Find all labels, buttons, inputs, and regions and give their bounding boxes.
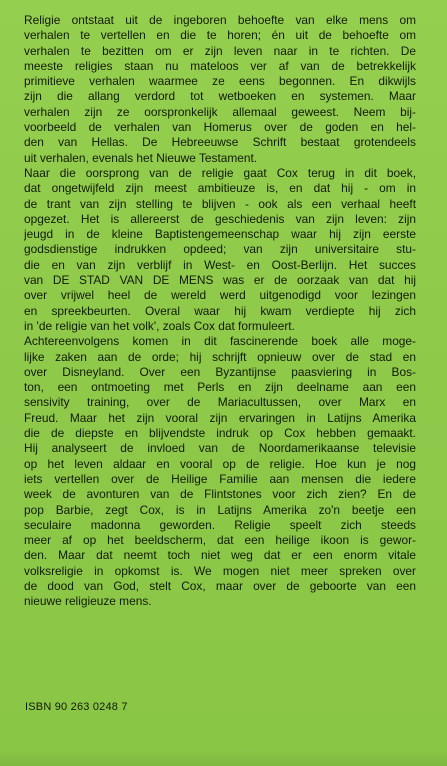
blurb-line: verhalen zijn ze oorspronkelijk allemaal geweest. Neem bij- (24, 104, 416, 119)
blurb-line: godsdienstige indrukken opdeed; van zijn universitaire stu- (24, 242, 416, 257)
blurb-line: seculaire madonna geworden. Religie speelt zich steeds (24, 517, 416, 532)
blurb-line: opgezet. Het is allereerst de geschiedenis van zijn leven: zijn (24, 211, 416, 226)
blurb-line: nieuwe religieuze mens. (24, 594, 152, 609)
blurb-line: de dood van God, stelt Cox, maar over de geboorte van een (24, 578, 416, 593)
blurb-line: volksreligie in opkomst is. We mogen niet meer spreken over (24, 563, 416, 578)
blurb-text (24, 13, 416, 610)
blurb-line: de trant van zijn stelling te blijven - ook als een verhaal heeft (24, 196, 416, 211)
blurb-line: den van Hellas. De Hebreeuwse Schrift bestaat grotendeels (24, 135, 416, 150)
blurb-line: Freud. Maar het zijn vooral zijn ervaringen in Latijns Amerika (24, 410, 416, 425)
blurb-line: Naar die oorsprong van de religie gaat Cox terug in dit boek, (24, 165, 416, 180)
blurb-line: en spreekbeurten. Overal waar hij kwam verdiepte hij zich (24, 303, 416, 318)
blurb-line: voorbeeld de verhalen van Homerus over de goden en hel- (24, 120, 416, 135)
blurb-line: jeugd in de kleine Baptistengemeenschap waar hij zijn eerste (24, 227, 416, 242)
blurb-line: verhalen te bezitten om er zijn leven naar in te richten. De (24, 43, 416, 58)
blurb-line: pop Barbie, zegt Cox, is in Latijns Amerika zo'n beetje een (24, 502, 416, 517)
blurb-line: meer af op het beeldscherm, dat een heilige ikoon is gewor- (24, 533, 416, 548)
blurb-line: op het leven aldaar en vooral op de religie. Hoe kun je nog (24, 456, 416, 471)
blurb-line: zijn die allang verdord tot wetboeken en systemen. Maar (24, 89, 416, 104)
blurb-line: meeste religies staan nu mateloos ver af van de betrekkelijk (24, 58, 416, 73)
isbn-number: ISBN 90 263 0248 7 (25, 701, 128, 713)
blurb-line: van DE STAD VAN DE MENS was er de oorzaak van dat hij (24, 273, 416, 288)
blurb-line: primitieve verhalen waarmee ze eens begonnen. En dikwijls (24, 74, 416, 89)
blurb-line: den. Maar dat neemt toch niet weg dat er een enorm vitale (24, 548, 416, 563)
blurb-line: over Disneyland. Over een Byzantijnse paasviering in Bos- (24, 364, 416, 379)
blurb-line: over vrijwel heel de wereld werd uitgenodigd voor lezingen (24, 288, 416, 303)
blurb-line: uit verhalen, evenals het Nieuwe Testament. (24, 150, 258, 165)
blurb-line: iets vertellen over de Heilige Familie aan mensen die iedere (24, 471, 416, 486)
blurb-line: sensivity training, over de Mariacultussen, over Marx en (24, 395, 416, 410)
blurb-line: die de diepste en blijvendste indruk op Cox hebben gemaakt. (24, 426, 416, 441)
blurb-line: die en van zijn verblijf in West- en Oost-Berlijn. Het succes (24, 257, 416, 272)
blurb-line: in 'de religie van het volk', zoals Cox dat formuleert. (24, 318, 295, 333)
blurb-line: week de avonturen van de Flintstones voor zich zien? En de (24, 487, 416, 502)
blurb-line: Hij analyseert de invloed van de Noordamerikaanse televisie (24, 441, 416, 456)
cover-bottom-edge (0, 748, 447, 766)
blurb-line: Religie ontstaat uit de ingeboren behoefte van elke mens om (24, 13, 416, 27)
blurb-line: dat ongetwijfeld zijn meest ambitieuze is, en dat hij - om in (24, 181, 416, 196)
blurb-line: lijke zaken aan de orde; hij schrijft opnieuw over de stad en (24, 349, 416, 364)
blurb-line: Achtereenvolgens komen in dit fascinerende boek alle moge- (24, 334, 416, 349)
blurb-line: ton, een ontmoeting met Perls en zijn deelname aan een (24, 380, 416, 395)
blurb-line: verhalen te vertellen en die te horen; én uit de behoefte om (24, 28, 416, 43)
